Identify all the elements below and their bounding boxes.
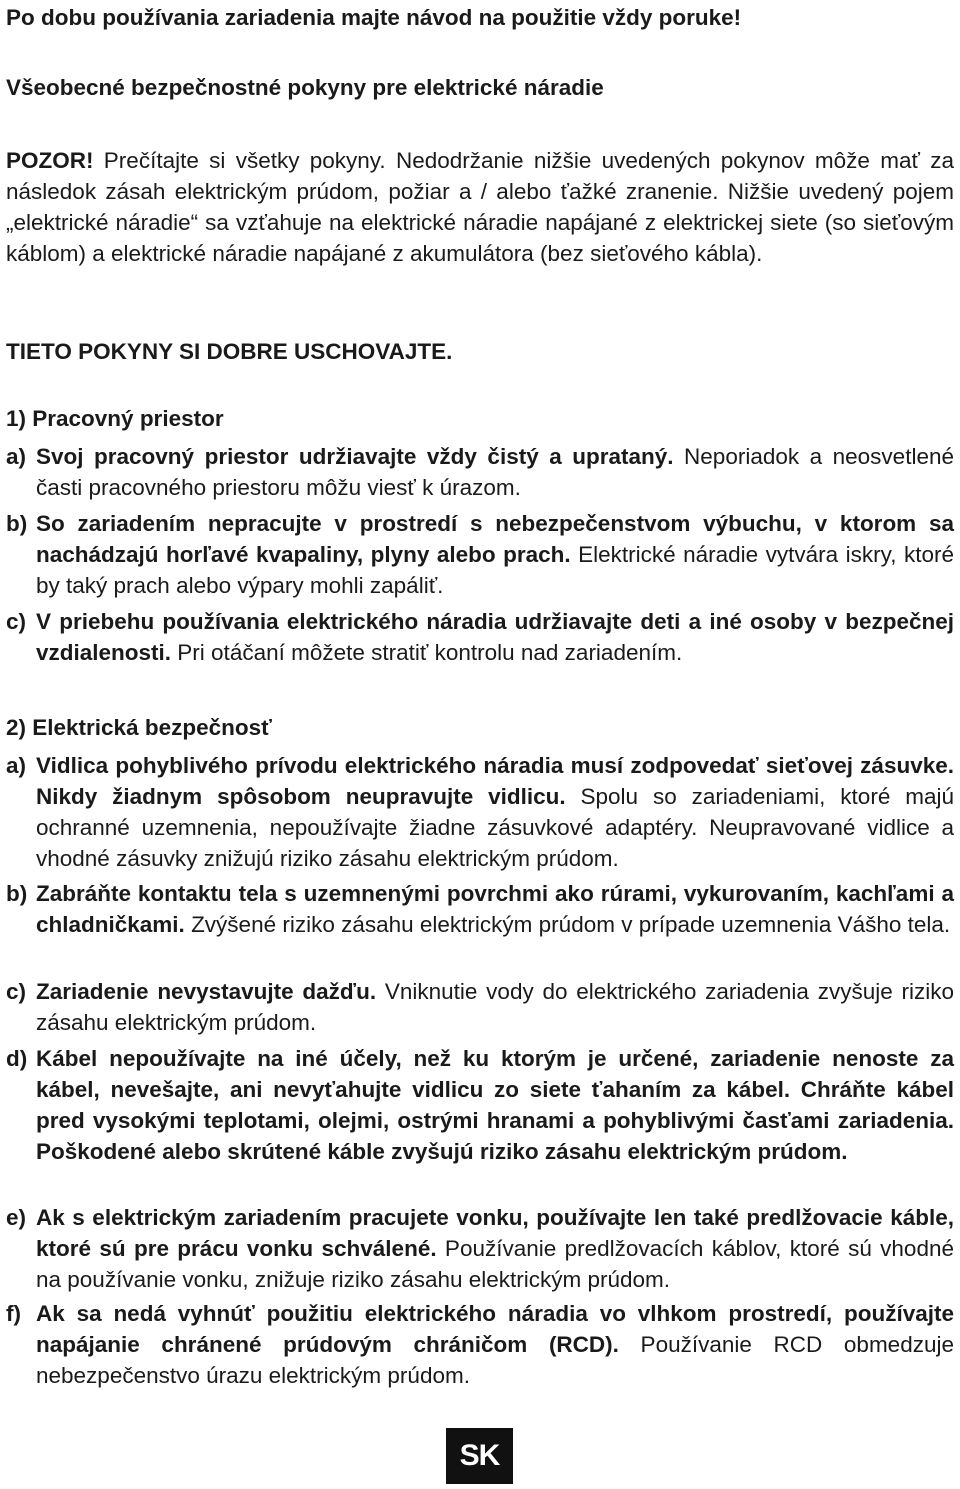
item-normal-text: Spolu so zariadeniami, ktoré majú ochranné uzemnenia, nepoužívajte žiadne zásuvkové adaptéry. Neupravované vidlice a vhodné zásuvky znižujú riziko zásahu elektrickým prúdom.	[36, 784, 954, 871]
item-normal-text: Používanie predlžovacích káblov, ktoré sú vhodné na používanie vonku, znižuje riziko zásahu elektrickým prúdom.	[36, 1236, 954, 1292]
section-2-item-c	[6, 976, 954, 1038]
item-text	[36, 1298, 954, 1391]
item-normal-text: Zvýšené riziko zásahu elektrickým prúdom v prípade uzemnenia Vášho tela.	[184, 912, 951, 937]
language-badge: SK	[446, 1428, 513, 1484]
item-label: c)	[6, 609, 27, 634]
item-label: e)	[6, 1205, 27, 1230]
item-bold-text: Zabráňte kontaktu tela s uzemnenými povrchmi ako rúrami, vykurovaním, kachľami a chladničkami.	[36, 881, 954, 937]
section-1-heading: 1) Pracovný priestor	[6, 406, 224, 431]
item-label: b)	[6, 881, 28, 906]
item-bold-text: So zariadením nepracujte v prostredí s nebezpečenstvom výbuchu, v ktorom sa nachádzajú horľavé kvapaliny, plyny alebo prach.	[36, 511, 954, 567]
keep-manual-warning: Po dobu používania zariadenia majte návod na použitie vždy poruke!	[6, 5, 742, 30]
section-2-item-e	[6, 1202, 954, 1295]
intro-lead: POZOR!	[6, 148, 94, 173]
intro-paragraph	[6, 145, 954, 269]
section-2-item-d	[6, 1043, 954, 1167]
item-text	[36, 1202, 954, 1295]
item-bold-text: Svoj pracovný priestor udržiavajte vždy čistý a uprataný.	[36, 444, 674, 469]
general-safety-title: Všeobecné bezpečnostné pokyny pre elektrické náradie	[6, 75, 604, 100]
item-text	[36, 441, 954, 503]
section-2-heading: 2) Elektrická bezpečnosť	[6, 715, 272, 740]
item-normal-text: Pri otáčaní môžete stratiť kontrolu nad zariadením.	[171, 640, 683, 665]
item-bold-text: Zariadenie nevystavujte dažďu.	[36, 979, 377, 1004]
intro-text: Prečítajte si všetky pokyny. Nedodržanie nižšie uvedených pokynov môže mať za následok zásah elektrickým prúdom, požiar a / alebo ťažké zranenie. Nižšie uvedený pojem „elektrické náradie“ sa vzťahuje na elektrické náradie napájané z elektrickej siete (so sieťovým káblom) a elektrické náradie napájané z akumulátora (bez sieťového kábla).	[6, 148, 954, 266]
item-bold-text: Ak sa nedá vyhnúť použitiu elektrického náradia vo vlhkom prostredí, používajte napájanie chránené prúdovým chráničom (RCD).	[36, 1301, 954, 1357]
item-normal-text: Používanie RCD obmedzuje nebezpečenstvo úrazu elektrickým prúdom.	[36, 1332, 954, 1388]
section-1-item-b	[6, 508, 954, 601]
section-1-item-a	[6, 441, 954, 503]
item-normal-text: Elektrické náradie vytvára iskry, ktoré by taký prach alebo výpary mohli zapáliť.	[36, 542, 954, 598]
item-text	[36, 976, 954, 1038]
item-label: c)	[6, 979, 27, 1004]
item-label: a)	[6, 753, 27, 778]
item-bold-text: V priebehu používania elektrického náradia udržiavajte deti a iné osoby v bezpečnej vzdialenosti.	[36, 609, 954, 665]
item-label: f)	[6, 1301, 21, 1326]
item-label: a)	[6, 444, 27, 469]
item-text	[36, 1043, 954, 1167]
section-2-item-a	[6, 750, 954, 874]
item-text	[36, 750, 954, 874]
item-normal-text: Vniknutie vody do elektrického zariadenia zvyšuje riziko zásahu elektrickým prúdom.	[36, 979, 954, 1035]
section-2-item-b	[6, 878, 954, 940]
item-normal-text: Neporiadok a neosvetlené časti pracovného priestoru môžu viesť k úrazom.	[36, 444, 954, 500]
item-bold-text: Vidlica pohyblivého prívodu elektrického náradia musí zodpovedať sieťovej zásuvke. Nikdy žiadnym spôsobom neupravujte vidlicu.	[36, 753, 954, 809]
item-label: d)	[6, 1046, 28, 1071]
item-bold-text: Kábel nepoužívajte na iné účely, než ku ktorým je určené, zariadenie nenoste za kábel, nevešajte, ani nevyťahujte vidlicu zo siete ťahaním za kábel. Chráňte kábel pred vysokými teplotami, olejmi, ostrými hranami a pohyblivými časťami zariadenia. Poškodené alebo skrútené káble zvyšujú riziko zásahu elektrickým prúdom.	[36, 1046, 954, 1164]
section-1-item-c	[6, 606, 954, 668]
item-label: b)	[6, 511, 28, 536]
item-text	[36, 508, 954, 601]
section-2-item-f	[6, 1298, 954, 1391]
item-bold-text: Ak s elektrickým zariadením pracujete vonku, používajte len také predlžovacie káble, ktoré sú pre prácu vonku schválené.	[36, 1205, 954, 1261]
item-text	[36, 878, 954, 940]
item-text	[36, 606, 954, 668]
keep-instructions-heading: TIETO POKYNY SI DOBRE USCHOVAJTE.	[6, 339, 453, 364]
